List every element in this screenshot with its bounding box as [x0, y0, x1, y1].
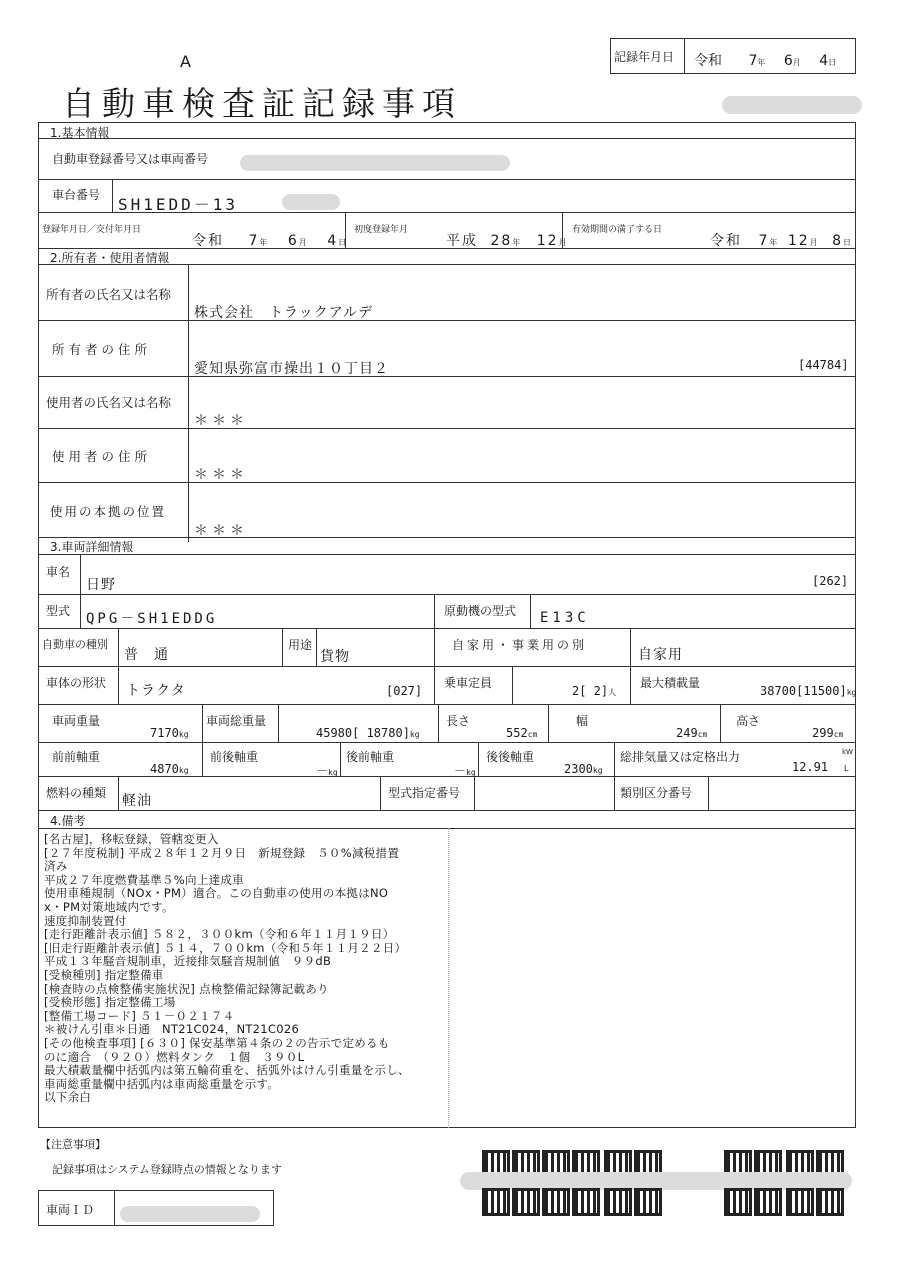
kind-label: 自動車の種別 — [42, 638, 108, 651]
owner-address: 愛知県弥富市操出１０丁目２ — [194, 361, 389, 377]
rf-axle-value: －kg — [454, 764, 476, 778]
max-load-value: 38700[11500]kg — [760, 684, 857, 698]
make-value: 日野 — [86, 577, 116, 593]
remark-line: 車両総重量欄中括弧内は車両総重量を示す。 — [44, 1076, 280, 1091]
use-value: 貨物 — [320, 649, 350, 665]
remark-line: [受検形態] 指定整備工場 — [44, 995, 176, 1010]
height-label: 高さ — [736, 714, 761, 728]
user-name-label: 使用者の氏名又は名称 — [46, 395, 172, 410]
section-basic-title: 1.基本情報 — [50, 126, 110, 140]
expiry-label: 有効期間の満了する日 — [572, 225, 663, 235]
private-business-label: 自家用・事業用の別 — [452, 638, 588, 652]
body-code: [027] — [386, 684, 423, 698]
make-code: [262] — [812, 574, 849, 588]
fr-axle-value: －kg — [316, 764, 338, 778]
private-business-value: 自家用 — [638, 647, 683, 663]
remark-line: [検査時の点検整備実施状況] 点検整備記録簿記載あり — [44, 981, 329, 996]
remark-line: 速度抑制装置付 — [44, 913, 127, 928]
remark-line: [走行距離計表示値] ５８２，３００km（令和６年１１月１９日） — [44, 927, 395, 942]
base-location-label: 使用の本拠の位置 — [50, 504, 167, 519]
remark-line: 最大積載量欄中括弧内は第五輪荷重を、括弧外はけん引重量を示し、 — [44, 1063, 410, 1078]
first-reg-value: 平成 28年 12月 — [446, 233, 567, 249]
category-label: 類別区分番号 — [620, 786, 693, 800]
body-label: 車体の形状 — [46, 676, 107, 690]
remark-line: ＊被けん引車＊日通 NT21C024，NT21C026 — [44, 1022, 300, 1037]
remarks-body — [44, 833, 448, 1105]
redacted-header-info — [722, 96, 862, 114]
fuel-value: 軽油 — [122, 793, 152, 809]
remark-line: 使用車種規制（NOx・PM）適合。この自動車の使用の本拠はNO — [44, 886, 389, 901]
owner-address-label: 所有者の住所 — [52, 342, 152, 357]
redacted-vehicle-id — [120, 1206, 260, 1222]
weight-label: 車両重量 — [52, 714, 101, 728]
record-date-value: 令和 7年 6月 4日 — [694, 53, 837, 69]
reg-date-value: 令和 7年 6月 4日 — [192, 233, 347, 249]
chassis-number: SH1EDD－13 — [118, 195, 239, 214]
remark-line: [旧走行距離計表示値] ５１４，７００km（令和５年１１月２２日） — [44, 940, 407, 955]
owner-name: 株式会社 トラックアルデ — [194, 305, 374, 321]
capacity-value: 2[ 2]人 — [572, 684, 617, 698]
engine-value: E13C — [540, 610, 590, 626]
use-label: 用途 — [288, 638, 313, 652]
notes-title: 【注意事項】 — [40, 1138, 106, 1151]
notes-text: 記録事項はシステム登録時点の情報となります — [52, 1163, 282, 1176]
page-title: 自動車検査証記録事項 — [62, 84, 462, 123]
corner-mark: A — [180, 52, 191, 71]
model-label: 型式 — [46, 604, 71, 618]
fr-axle-label: 前後軸重 — [210, 750, 259, 764]
qr-code — [786, 1188, 814, 1216]
section-owner-title: 2.所有者・使用者情報 — [50, 251, 170, 265]
section-vehicle-title: 3.車両詳細情報 — [50, 540, 134, 554]
remark-line: 平成１３年騒音規制車，近接排気騒音規制値 ９９dB — [44, 954, 332, 969]
width-value: 249cm — [676, 726, 708, 740]
make-label: 車名 — [46, 565, 71, 579]
qr-code — [634, 1188, 662, 1216]
max-load-label: 最大積載量 — [640, 676, 701, 690]
redacted-chassis-suffix — [282, 194, 340, 210]
remark-line: 以下余白 — [44, 1090, 92, 1105]
type-designation-label: 型式指定番号 — [388, 786, 461, 800]
displacement-unit-l: L — [844, 764, 849, 773]
qr-code — [482, 1188, 510, 1216]
displacement-unit-kw: kW — [842, 748, 853, 756]
body-value: トラクタ — [126, 683, 186, 699]
weight-value: 7170kg — [150, 726, 189, 740]
gross-value: 45980[ 18780]kg — [316, 726, 420, 740]
qr-code — [512, 1188, 540, 1216]
owner-address-code: [44784] — [798, 358, 849, 372]
qr-code — [542, 1188, 570, 1216]
first-reg-label: 初度登録年月 — [354, 225, 409, 235]
owner-name-label: 所有者の氏名又は名称 — [46, 287, 172, 302]
length-label: 長さ — [446, 714, 471, 728]
fuel-label: 燃料の種類 — [46, 786, 107, 800]
qr-code — [816, 1188, 844, 1216]
user-address-label: 使用者の住所 — [52, 449, 152, 464]
rr-axle-value: 2300kg — [564, 762, 603, 776]
remark-line: 平成２７年度燃費基準５%向上達成車 — [44, 872, 245, 887]
redacted-reg-number — [240, 155, 510, 171]
kind-value: 普 通 — [124, 647, 169, 663]
height-value: 299cm — [812, 726, 844, 740]
remark-line: [整備工場コード] ５１－０２１７４ — [44, 1008, 235, 1023]
gross-label: 車両総重量 — [206, 714, 267, 728]
capacity-label: 乗車定員 — [444, 676, 493, 690]
reg-date-label: 登録年月日／交付年月日 — [42, 225, 142, 235]
qr-code — [724, 1188, 752, 1216]
qr-code — [754, 1188, 782, 1216]
remark-line: のに適合 （９２０）燃料タンク １個 ３９０L — [44, 1049, 305, 1064]
displacement-label: 総排気量又は定格出力 — [620, 750, 741, 764]
user-name: ＊＊＊ — [194, 413, 248, 429]
qr-code — [604, 1188, 632, 1216]
rr-axle-label: 後後軸重 — [486, 750, 535, 764]
remark-line: [名古屋]，移転登録，管轄変更入 — [44, 832, 219, 846]
reg-number-label: 自動車登録番号又は車両番号 — [52, 152, 209, 166]
engine-label: 原動機の型式 — [444, 604, 517, 618]
vehicle-id-label: 車両ＩＤ — [46, 1203, 95, 1217]
section-remarks-title: 4.備考 — [50, 814, 86, 828]
qr-code — [572, 1188, 600, 1216]
length-value: 552cm — [506, 726, 538, 740]
remark-line: 済み — [44, 859, 68, 874]
user-address: ＊＊＊ — [194, 467, 248, 483]
expiry-value: 令和 7年 12月 8日 — [710, 233, 852, 249]
remark-line: [受検種別] 指定整備車 — [44, 967, 164, 982]
width-label: 幅 — [576, 714, 589, 728]
ff-axle-value: 4870kg — [150, 762, 189, 776]
displacement-value: 12.91 — [792, 760, 829, 774]
base-location: ＊＊＊ — [194, 523, 248, 539]
ff-axle-label: 前前軸重 — [52, 750, 101, 764]
remark-line: [その他検査事項] [６３０] 保安基準第４条の２の告示で定めるも — [44, 1035, 390, 1050]
model-value: QPG－SH1EDDG — [86, 611, 218, 627]
remark-line: x・PM対策地域内です。 — [44, 899, 174, 914]
record-date-label: 記録年月日 — [614, 50, 675, 64]
remark-line: [２７年度税制] 平成２８年１２月９日 新規登録 ５０%減税措置 — [44, 845, 400, 860]
chassis-label: 車台番号 — [52, 188, 101, 202]
rf-axle-label: 後前軸重 — [346, 750, 395, 764]
